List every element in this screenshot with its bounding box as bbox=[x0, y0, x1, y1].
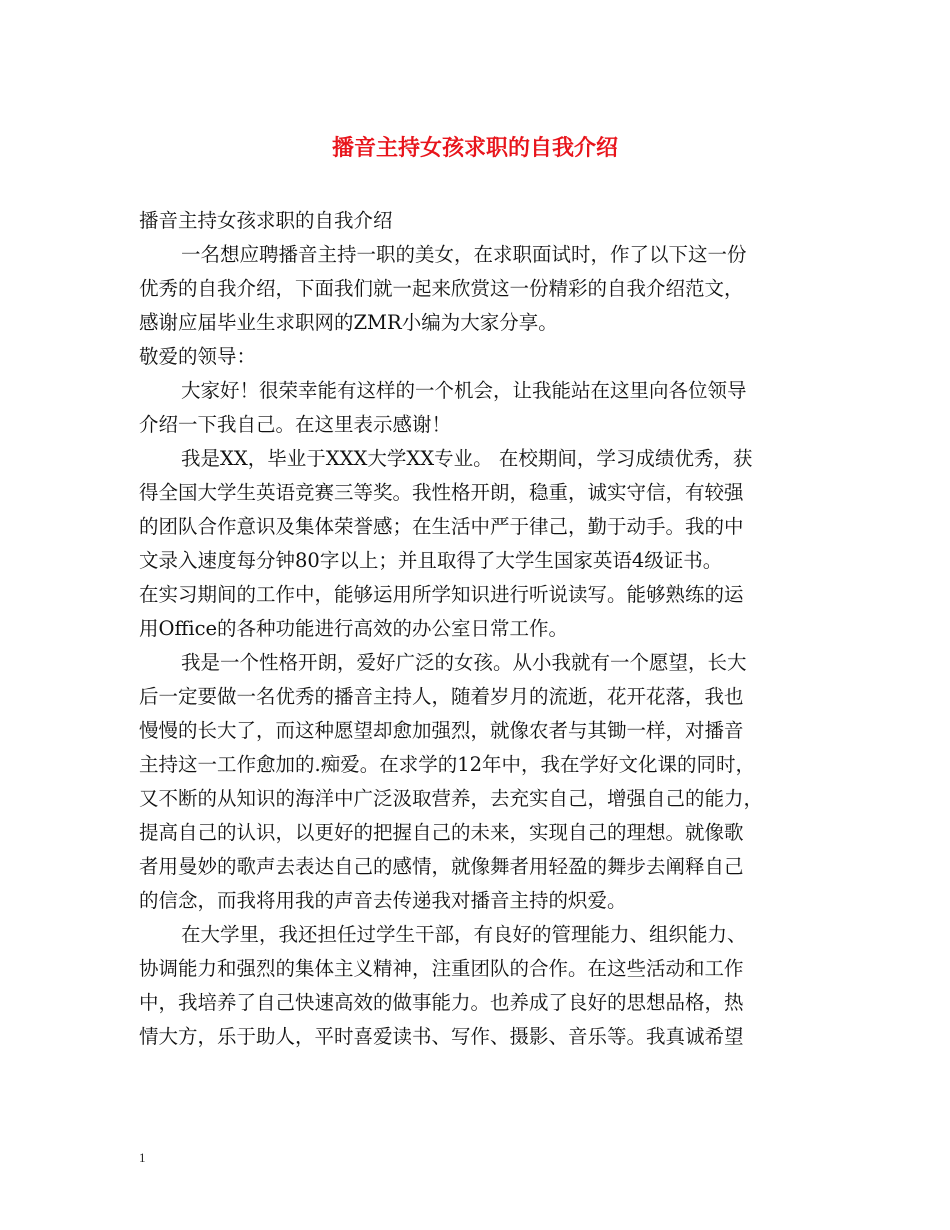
body-line: 得全国大学生英语竞赛三等奖。我性格开朗，稳重，诚实守信，有较强 bbox=[139, 481, 744, 504]
body-line: 文录入速度每分钟80字以上；并且取得了大学生国家英语4级证书。 bbox=[139, 549, 723, 572]
body-line: 大家好！很荣幸能有这样的一个机会，让我能站在这里向各位领导 bbox=[181, 379, 747, 402]
body-line: 播音主持女孩求职的自我介绍 bbox=[139, 209, 393, 232]
body-line: 又不断的从知识的海洋中广泛汲取营养，去充实自己，增强自己的能力， bbox=[139, 787, 764, 810]
body-line: 感谢应届毕业生求职网的ZMR小编为大家分享。 bbox=[139, 311, 558, 334]
body-line: 协调能力和强烈的集体主义精神，注重团队的合作。在这些活动和工作 bbox=[139, 957, 744, 980]
body-line: 一名想应聘播音主持一职的美女，在求职面试时，作了以下这一份 bbox=[181, 243, 747, 266]
body-line: 后一定要做一名优秀的播音主持人，随着岁月的流逝，花开花落，我也 bbox=[139, 685, 744, 708]
body-line: 在实习期间的工作中，能够运用所学知识进行听说读写。能够熟练的运 bbox=[139, 583, 744, 606]
body-line: 的信念，而我将用我的声音去传递我对播音主持的炽爱。 bbox=[139, 889, 627, 912]
body-line: 敬爱的领导： bbox=[139, 345, 257, 368]
body-line: 优秀的自我介绍，下面我们就一起来欣赏这一份精彩的自我介绍范文， bbox=[139, 277, 744, 300]
body-line: 介绍一下我自己。在这里表示感谢！ bbox=[139, 413, 452, 436]
body-line: 中，我培养了自己快速高效的做事能力。也养成了良好的思想品格，热 bbox=[139, 991, 744, 1014]
document-body bbox=[139, 204, 819, 1054]
body-line: 的团队合作意识及集体荣誉感；在生活中严于律己，勤于动手。我的中 bbox=[139, 515, 744, 538]
body-line: 情大方，乐于助人，平时喜爱读书、写作、摄影、音乐等。我真诚希望 bbox=[139, 1025, 744, 1048]
body-line: 提高自己的认识，以更好的把握自己的未来，实现自己的理想。就像歌 bbox=[139, 821, 744, 844]
body-line: 者用曼妙的歌声去表达自己的感情，就像舞者用轻盈的舞步去阐释自己 bbox=[139, 855, 744, 878]
body-line: 在大学里，我还担任过学生干部，有良好的管理能力、组织能力、 bbox=[181, 923, 747, 946]
body-line: 用Office的各种功能进行高效的办公室日常工作。 bbox=[139, 617, 569, 640]
body-line: 我是XX，毕业于XXX大学XX专业。 在校期间，学习成绩优秀，获 bbox=[181, 447, 753, 470]
document-title: 播音主持女孩求职的自我介绍 bbox=[331, 135, 618, 161]
page-number: 1 bbox=[139, 1150, 146, 1165]
body-line: 主持这一工作愈加的.痴爱。在求学的12年中，我在学好文化课的同时， bbox=[139, 753, 756, 776]
body-line: 我是一个性格开朗，爱好广泛的女孩。从小我就有一个愿望，长大 bbox=[181, 651, 747, 674]
body-line: 慢慢的长大了，而这种愿望却愈加强烈，就像农者与其锄一样，对播音 bbox=[139, 719, 744, 742]
